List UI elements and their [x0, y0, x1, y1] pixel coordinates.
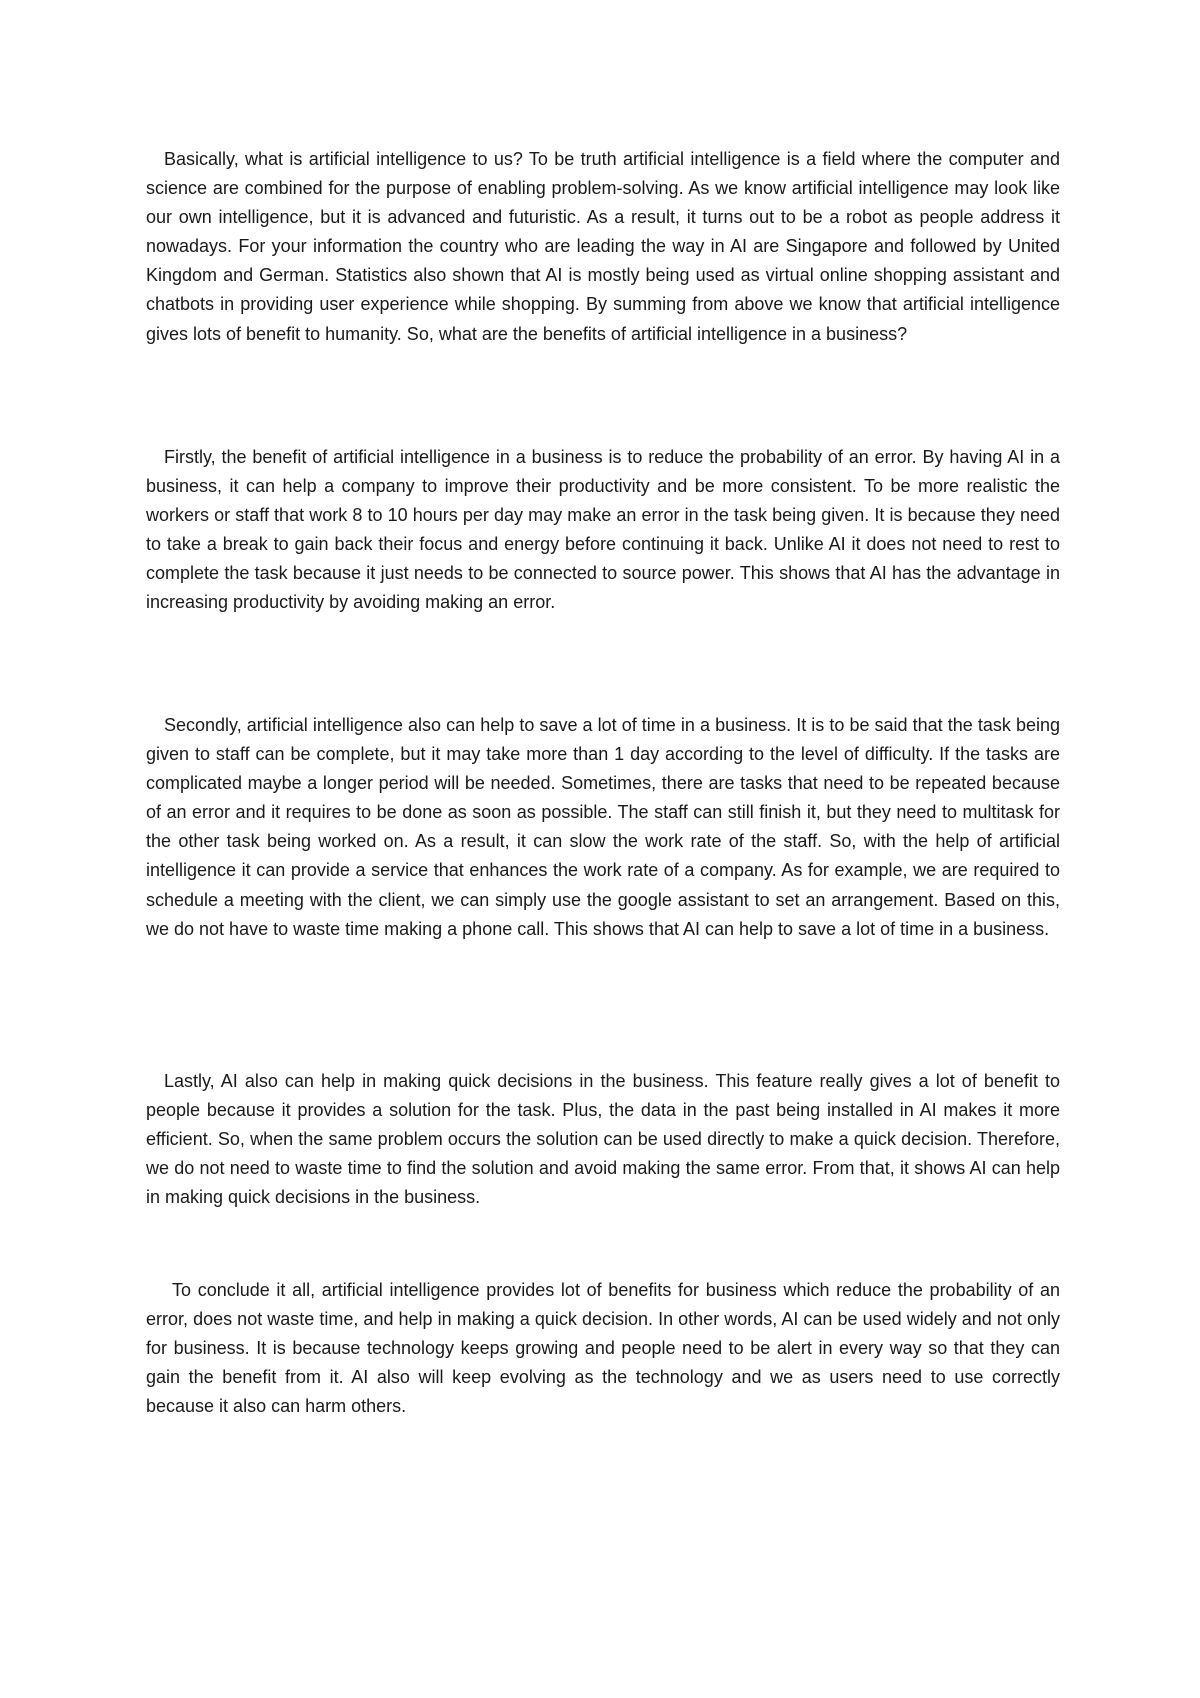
paragraph-introduction: Basically, what is artificial intelligence to us? To be truth artificial intelligence is a field where the computer and science are combined for the purpose of enabling problem-solving. As we know artificial intelligence may look like our own intelligence, but it is advanced and futuristic. As a result, it turns out to be a robot as people address it nowadays. For your information the country who are leading the way in AI are Singapore and followed by United Kingdom and German. Statistics also shown that AI is mostly being used as virtual online shopping assistant and chatbots in providing user experience while shopping. By summing from above we know that artificial intelligence gives lots of benefit to humanity. So, what are the benefits of artificial intelligence in a business?	[146, 149, 1060, 344]
paragraph-save-time: Secondly, artificial intelligence also can help to save a lot of time in a business. It is to be said that the task being given to staff can be complete, but it may take more than 1 day according to the level of difficulty. If the tasks are complicated maybe a longer period will be needed. Sometimes, there are tasks that need to be repeated because of an error and it requires to be done as soon as possible. The staff can still finish it, but they need to multitask for the other task being worked on. As a result, it can slow the work rate of the staff. So, with the help of artificial intelligence it can provide a service that enhances the work rate of a company. As for example, we are required to schedule a meeting with the client, we can simply use the google assistant to set an arrangement. Based on this, we do not have to waste time making a phone call. This shows that AI can help to save a lot of time in a business.	[146, 715, 1060, 939]
paragraph-reduce-error: Firstly, the benefit of artificial intelligence in a business is to reduce the probability of an error. By having AI in a business, it can help a company to improve their productivity and be more consistent. To be more realistic the workers or staff that work 8 to 10 hours per day may make an error in the task being given. It is because they need to take a break to gain back their focus and energy before continuing it back. Unlike AI it does not need to rest to complete the task because it just needs to be connected to source power. This shows that AI has the advantage in increasing productivity by avoiding making an error.	[146, 447, 1060, 613]
paragraph-conclusion: To conclude it all, artificial intelligence provides lot of benefits for business which reduce the probability of an error, does not waste time, and help in making a quick decision. In other words, AI can be used widely and not only for business. It is because technology keeps growing and people need to be alert in every way so that they can gain the benefit from it. AI also will keep evolving as the technology and we as users need to use correctly because it also can harm others.	[146, 1280, 1060, 1417]
paragraph-quick-decisions: Lastly, AI also can help in making quick decisions in the business. This feature really gives a lot of benefit to people because it provides a solution for the task. Plus, the data in the past being installed in AI makes it more efficient. So, when the same problem occurs the solution can be used directly to make a quick decision. Therefore, we do not need to waste time to find the solution and avoid making the same error. From that, it shows AI can help in making quick decisions in the business.	[146, 1071, 1060, 1208]
